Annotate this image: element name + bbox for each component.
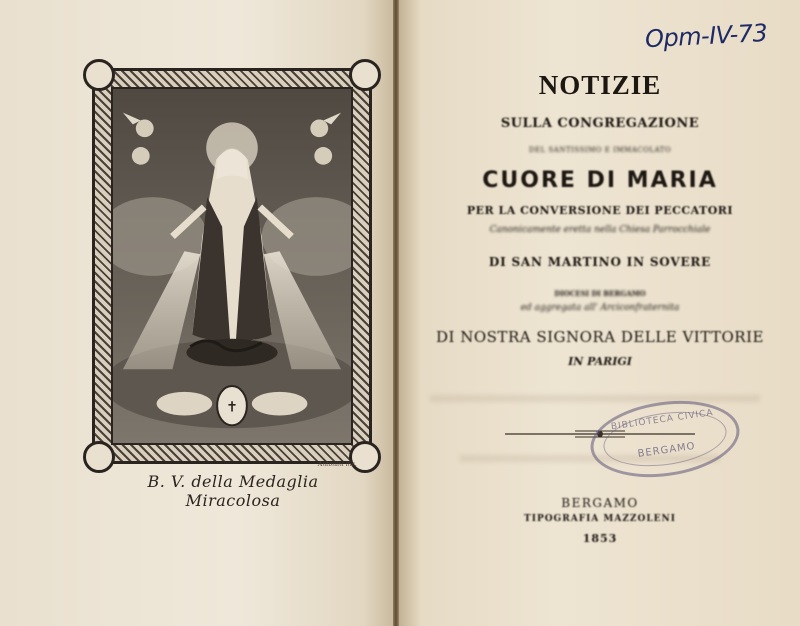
city-line: IN PARIGI <box>568 355 632 368</box>
aggregated-line: ed aggregata all' Arciconfraternita <box>520 303 680 313</box>
printer: TIPOGRAFIA MAZZOLENI <box>524 514 676 524</box>
angel-head-mid-right <box>314 147 332 165</box>
place-line: DI SAN MARTINO IN SOVERE <box>488 255 712 269</box>
putto-left <box>157 392 213 416</box>
main-heading: CUORE DI MARIA <box>482 168 718 193</box>
angel-head-top-right <box>310 119 328 137</box>
stamp-text-bottom: BERGAMO <box>637 440 697 460</box>
handwritten-shelfmark: Opm-IV-73 <box>644 18 768 54</box>
small-line: DEL SANTISSIMO E IMMACOLATO <box>528 146 672 154</box>
frame-corner-ornament <box>83 59 115 91</box>
diocese-line: DIOCESI DI BERGAMO <box>554 289 646 298</box>
frame-corner-ornament <box>83 441 115 473</box>
year: 1853 <box>582 532 618 545</box>
angel-head-mid-left <box>132 147 150 165</box>
purpose-line: PER LA CONVERSIONE DEI PECCATORI <box>466 204 734 217</box>
engraving-image <box>111 87 353 445</box>
angel-head-top-left <box>136 119 154 137</box>
engraving-frame <box>92 68 372 464</box>
medal-monogram: ✝ <box>226 399 238 416</box>
book-gutter <box>393 0 399 626</box>
frame-corner-ornament <box>349 441 381 473</box>
show-through-text <box>430 395 760 402</box>
church-line: DI NOSTRA SIGNORA DELLE VITTORIE <box>436 328 764 346</box>
putto-right <box>252 392 308 416</box>
stamp-text-top: BIBLIOTECA CIVICA <box>610 408 715 433</box>
imprint-city: BERGAMO <box>561 496 639 510</box>
title: NOTIZIE <box>538 70 662 100</box>
frontispiece-caption: B. V. della Medaglia Miracolosa <box>147 472 319 510</box>
madonna-engraving <box>113 89 351 443</box>
frame-corner-ornament <box>349 59 381 91</box>
engraver-signature: Antonini inc. <box>318 461 357 468</box>
erected-line: Canonicamente eretta nella Chiesa Parrocchiale <box>489 225 711 235</box>
subtitle: SULLA CONGREGAZIONE <box>500 116 700 131</box>
